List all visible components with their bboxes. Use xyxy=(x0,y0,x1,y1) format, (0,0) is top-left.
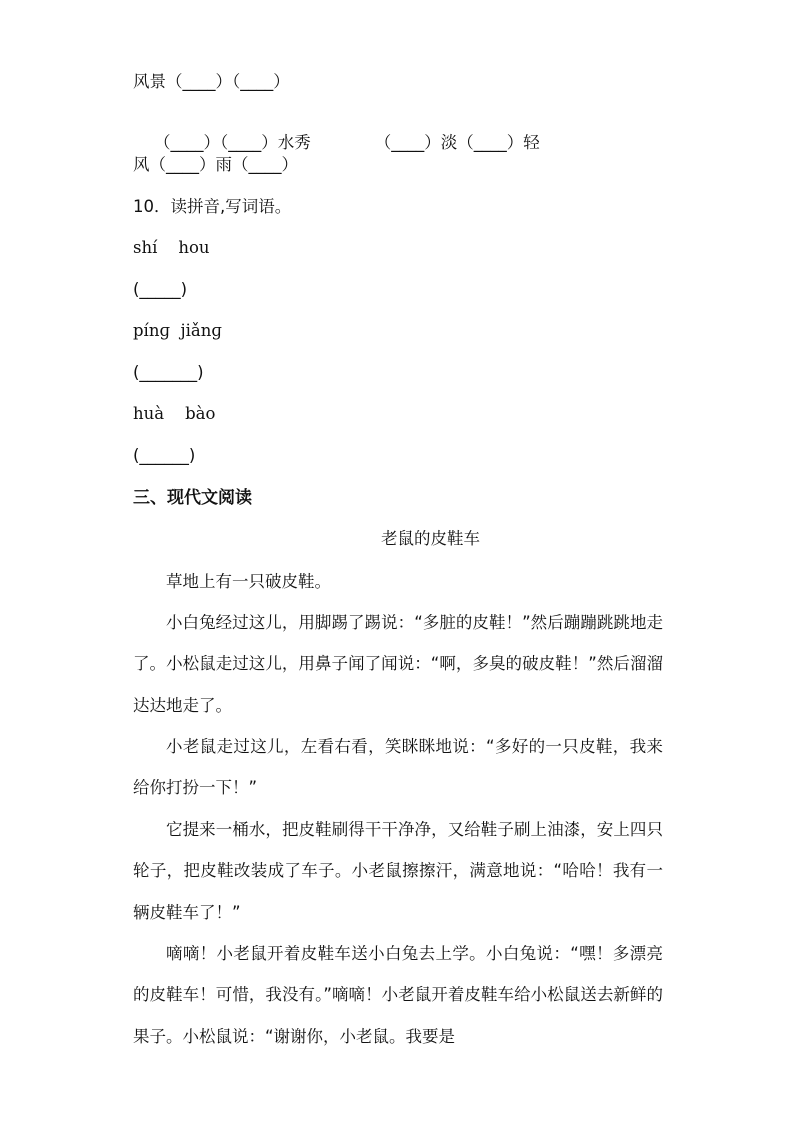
pinyin-1: shí hou xyxy=(133,238,210,257)
story-title: 老鼠的皮鞋车 xyxy=(381,529,480,548)
answer-blank-1: (_____) xyxy=(133,280,188,299)
question-10-heading: 10．读拼音,写词语。 xyxy=(133,197,292,216)
story-paragraph-4: 它提来一桶水，把皮鞋刷得干干净净，又给鞋子刷上油漆，安上四只轮子，把皮鞋改装成了车子。小老鼠擦擦汗，满意地说：“哈哈！我有一辆皮鞋车了！” xyxy=(133,820,663,922)
fill-line-1: 风景（____）（____） xyxy=(133,72,290,91)
pinyin-3: huà bào xyxy=(133,404,216,423)
story-paragraph-2: 小白兔经过这儿，用脚踢了踢说：“多脏的皮鞋！”然后蹦蹦跳跳地走了。小松鼠走过这儿，用鼻子闻了闻说：“啊，多臭的破皮鞋！”然后溜溜达达地走了。 xyxy=(133,613,663,715)
fill-line-3: 风（____）雨（____） xyxy=(133,155,298,174)
fill-item-danqing: （____）淡（____）轻 xyxy=(374,133,540,152)
answer-blank-3: (______) xyxy=(133,446,196,465)
story-paragraph-3: 小老鼠走过这儿，左看右看，笑眯眯地说：“多好的一只皮鞋，我来给你打扮一下！” xyxy=(133,737,663,798)
fill-item-shuixiu: （____）（____）水秀 xyxy=(153,133,311,152)
story-paragraph-5: 嘀嘀！小老鼠开着皮鞋车送小白兔去上学。小白兔说：“嘿！多漂亮的皮鞋车！可惜，我没有。”嘀嘀！小老鼠开着皮鞋车给小松鼠送去新鲜的果子。小松鼠说：“谢谢你，小老鼠。我要是 xyxy=(133,944,663,1046)
story-paragraph-1: 草地上有一只破皮鞋。 xyxy=(166,572,331,591)
section-heading: 三、现代文阅读 xyxy=(133,488,252,508)
answer-blank-2: (_______) xyxy=(133,363,204,382)
pinyin-2: pínɡ jiǎnɡ xyxy=(133,321,222,340)
